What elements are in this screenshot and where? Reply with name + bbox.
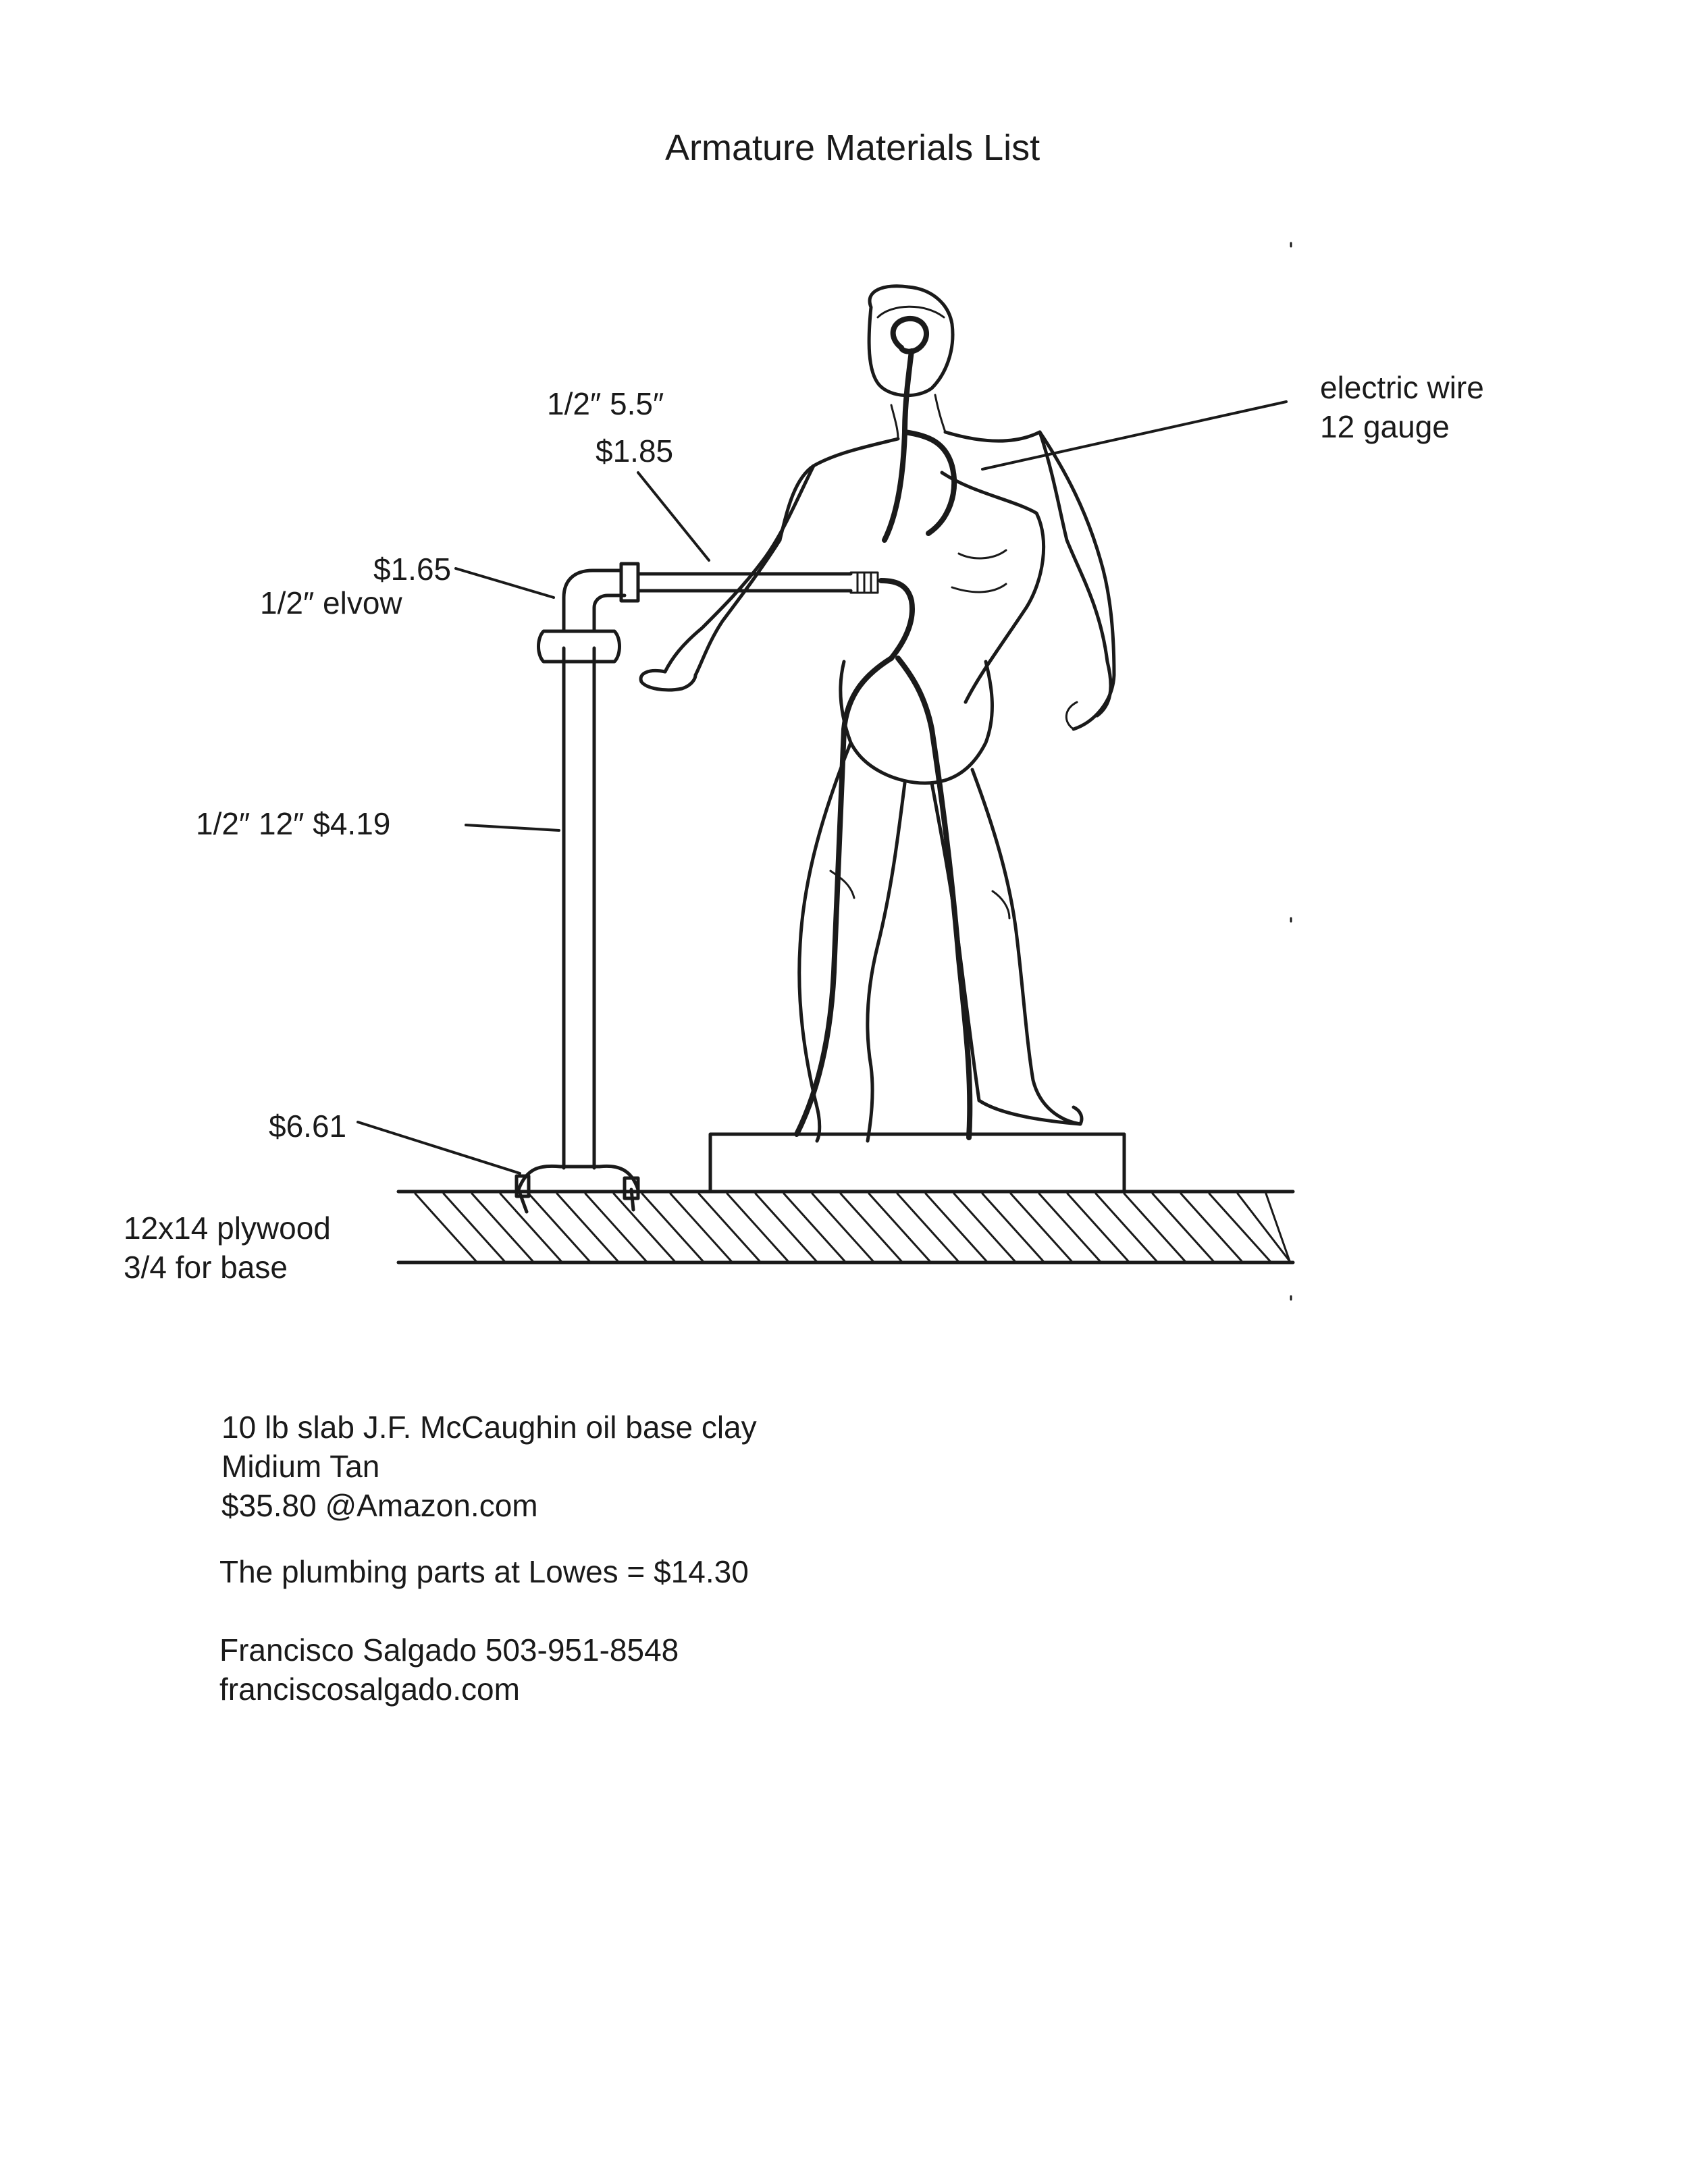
hatch-line (784, 1194, 845, 1261)
hatch-line (1181, 1194, 1242, 1261)
hatch-line (1266, 1194, 1290, 1261)
statue-pedestal (710, 1134, 1124, 1192)
hatch-line (812, 1194, 873, 1261)
hatch-line (1067, 1194, 1128, 1261)
hatch-line (557, 1194, 618, 1261)
hatch-line (1039, 1194, 1100, 1261)
plywood-base (398, 1192, 1293, 1262)
hatch-line (585, 1194, 646, 1261)
hatch-line (1124, 1194, 1185, 1261)
floor-flange (517, 1166, 638, 1212)
clay-note-line2: Midium Tan (221, 1449, 380, 1484)
wire-label-line1: electric wire (1320, 370, 1484, 405)
figure-sketch (641, 286, 1114, 1141)
hatch-line (1153, 1194, 1213, 1261)
elbow-price-label: $1.65 (373, 552, 452, 587)
hatch-line (500, 1194, 561, 1261)
hatch-line (982, 1194, 1043, 1261)
hatch-line (1209, 1194, 1270, 1261)
elbow-desc-label: 1/2″ elvow (260, 585, 402, 620)
hatch-line (756, 1194, 816, 1261)
contact-name-phone: Francisco Salgado 503-951-8548 (219, 1632, 679, 1668)
hatch-line (841, 1194, 901, 1261)
hatch-line (642, 1194, 703, 1261)
hatch-line (727, 1194, 788, 1261)
clay-note-line3: $35.80 @Amazon.com (221, 1488, 538, 1523)
wire-label-line2: 12 gauge (1320, 409, 1450, 444)
hatch-line (529, 1194, 589, 1261)
clay-note-line1: 10 lb slab J.F. McCaughin oil base clay (221, 1410, 757, 1445)
contact-website: franciscosalgado.com (219, 1672, 520, 1707)
hatch-line (1011, 1194, 1072, 1261)
vertical-pipe (539, 631, 620, 1168)
base-label-line2: 3/4 for base (124, 1250, 288, 1285)
hatch-line (954, 1194, 1015, 1261)
hatch-line (1096, 1194, 1157, 1261)
hatch-line (614, 1194, 675, 1261)
hatch-line (670, 1194, 731, 1261)
page-title: Armature Materials List (665, 128, 1040, 168)
wire-label (1320, 368, 1484, 446)
hatch-line (897, 1194, 958, 1261)
hatch-line (869, 1194, 930, 1261)
hatch-line (444, 1194, 504, 1261)
hatch-line (415, 1194, 476, 1261)
arm-pipe-size-label: 1/2″ 5.5″ (547, 386, 664, 421)
flange-price-label: $6.61 (269, 1109, 347, 1144)
contact-info (219, 1630, 679, 1709)
pipe-elbow (564, 564, 638, 631)
vertical-pipe-label: 1/2″ 12″ $4.19 (196, 806, 391, 841)
hatch-line (1238, 1194, 1290, 1261)
clay-note (221, 1408, 757, 1525)
base-label-line1: 12x14 plywood (124, 1210, 331, 1246)
hatch-line (926, 1194, 986, 1261)
plumbing-total: The plumbing parts at Lowes = $14.30 (219, 1554, 749, 1589)
base-label (124, 1208, 331, 1287)
hatch-line (699, 1194, 760, 1261)
arm-pipe-price-label: $1.85 (596, 433, 674, 469)
